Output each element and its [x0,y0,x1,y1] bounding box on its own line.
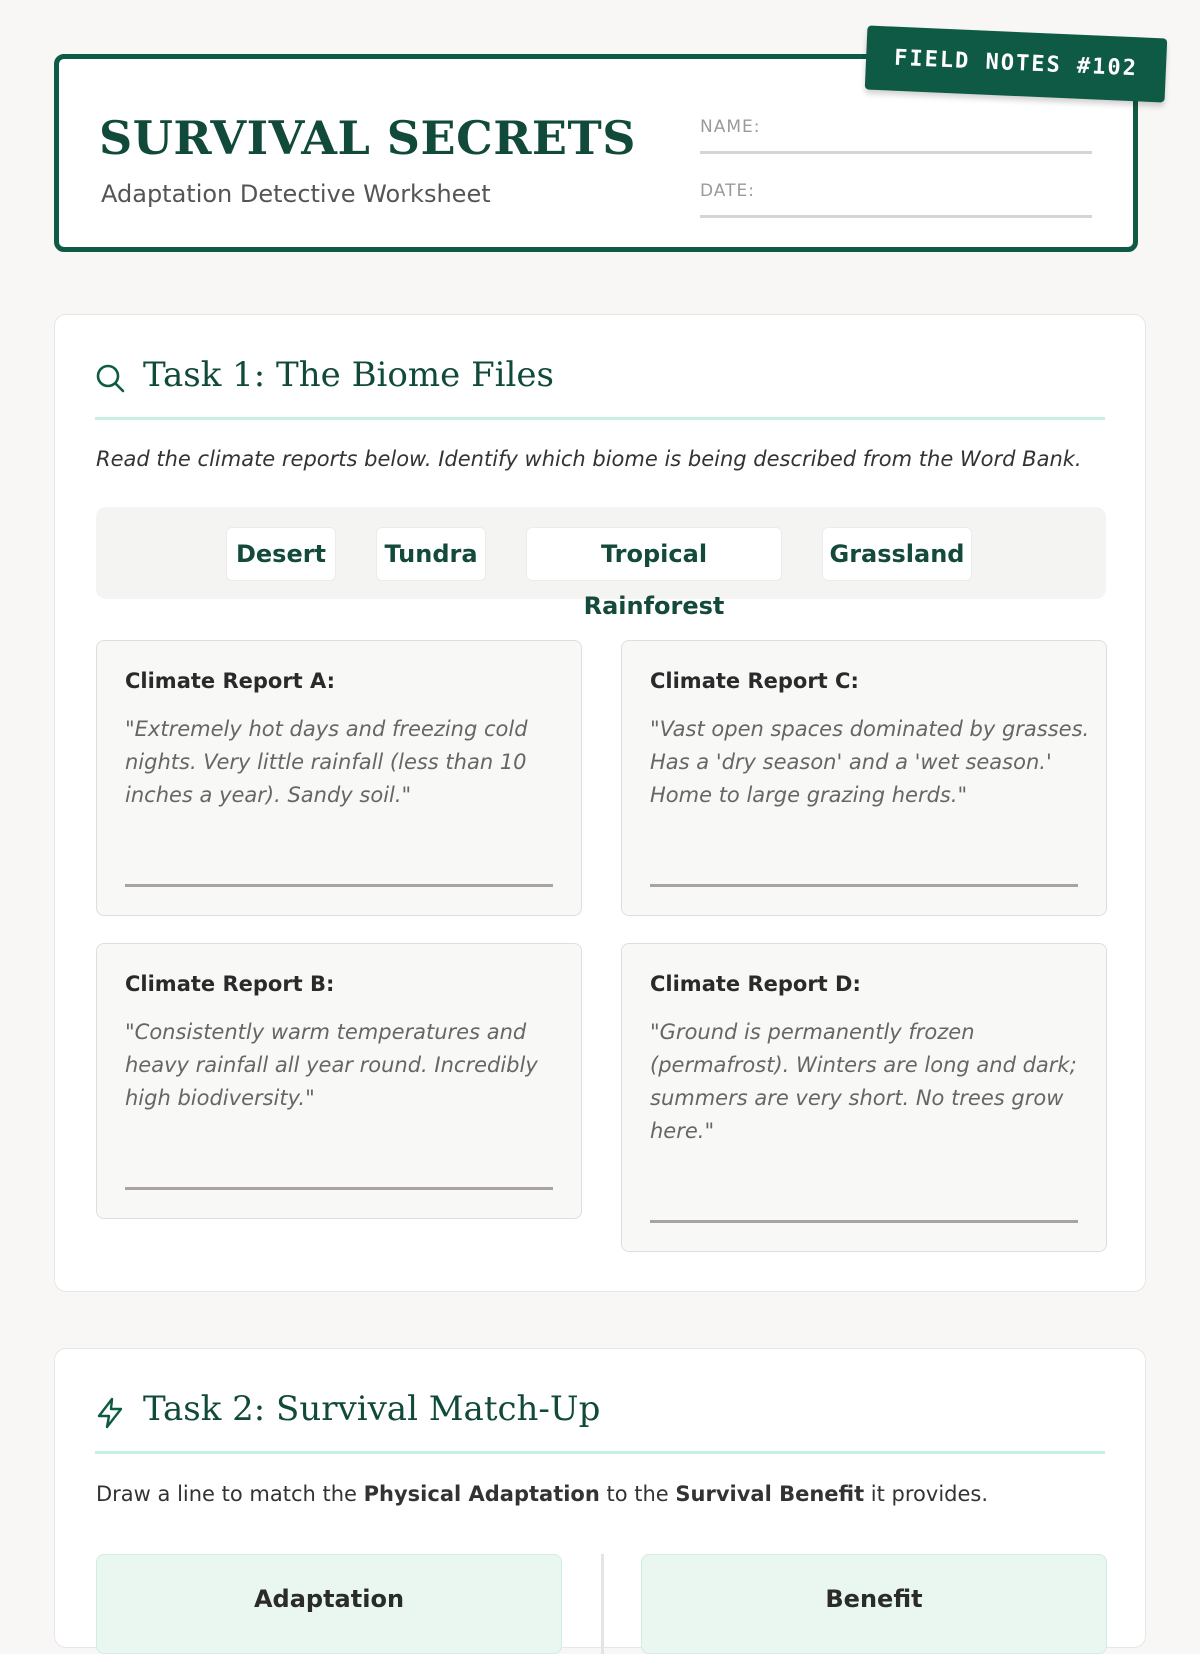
climate-report-b [96,943,582,1219]
word-chip-desert: Desert [226,527,336,581]
date-field[interactable] [700,173,1092,218]
date-label: DATE: [700,181,755,201]
task1-instruction: Read the climate reports below. Identify which biome is being described from the Word Bank. [96,447,1082,471]
word-chip-tropical-rainforest: Tropical Rainforest [526,527,782,581]
name-field[interactable] [700,109,1092,154]
answer-line[interactable] [650,1220,1078,1223]
answer-line[interactable] [125,884,553,887]
lightning-icon [95,1397,125,1429]
task1-header [95,355,1105,420]
climate-report-a [96,640,582,916]
climate-report-c [621,640,1107,916]
name-label: NAME: [700,117,761,137]
worksheet-subtitle: Adaptation Detective Worksheet [101,180,491,208]
instruction-emphasis: Survival Benefit [675,1482,865,1506]
task2-header [95,1389,1105,1454]
worksheet-title: SURVIVAL SECRETS [99,111,636,165]
report-title: Climate Report A: [125,669,336,693]
report-text: "Consistently warm temperatures and heavy rainfall all year round. Incredibly high biodiversity." [125,1020,538,1110]
task2-instruction [96,1482,988,1506]
answer-line[interactable] [125,1187,553,1190]
instruction-emphasis: Physical Adaptation [363,1482,600,1506]
adaptation-column-header: Adaptation [96,1554,562,1654]
report-title: Climate Report B: [125,972,335,996]
report-title: Climate Report C: [650,669,859,693]
climate-report-d [621,943,1107,1252]
benefit-column-header: Benefit [641,1554,1107,1654]
field-notes-stamp: FIELD NOTES #102 [865,25,1168,102]
word-chip-tundra: Tundra [376,527,486,581]
word-chip-grassland: Grassland [822,527,972,581]
report-text: "Ground is permanently frozen (permafrost). Winters are long and dark; summers are very short. No trees grow here." [650,1020,1077,1143]
report-text: "Extremely hot days and freezing cold nights. Very little rainfall (less than 10 inches a year). Sandy soil." [125,717,528,807]
instruction-text: Draw a line to match the [96,1482,364,1506]
instruction-text: it provides. [864,1482,989,1506]
task2-title: Task 2: Survival Match-Up [143,1389,601,1429]
task1-card [54,314,1146,1292]
instruction-text: to the [599,1482,676,1506]
task1-title: Task 1: The Biome Files [143,355,554,395]
column-divider [601,1554,604,1654]
task2-card [54,1348,1146,1648]
report-text: "Vast open spaces dominated by grasses. Has a 'dry season' and a 'wet season.' Home to large grazing herds." [650,717,1090,807]
report-title: Climate Report D: [650,972,861,996]
word-bank [96,507,1106,620]
search-icon [95,363,125,393]
answer-line[interactable] [650,884,1078,887]
